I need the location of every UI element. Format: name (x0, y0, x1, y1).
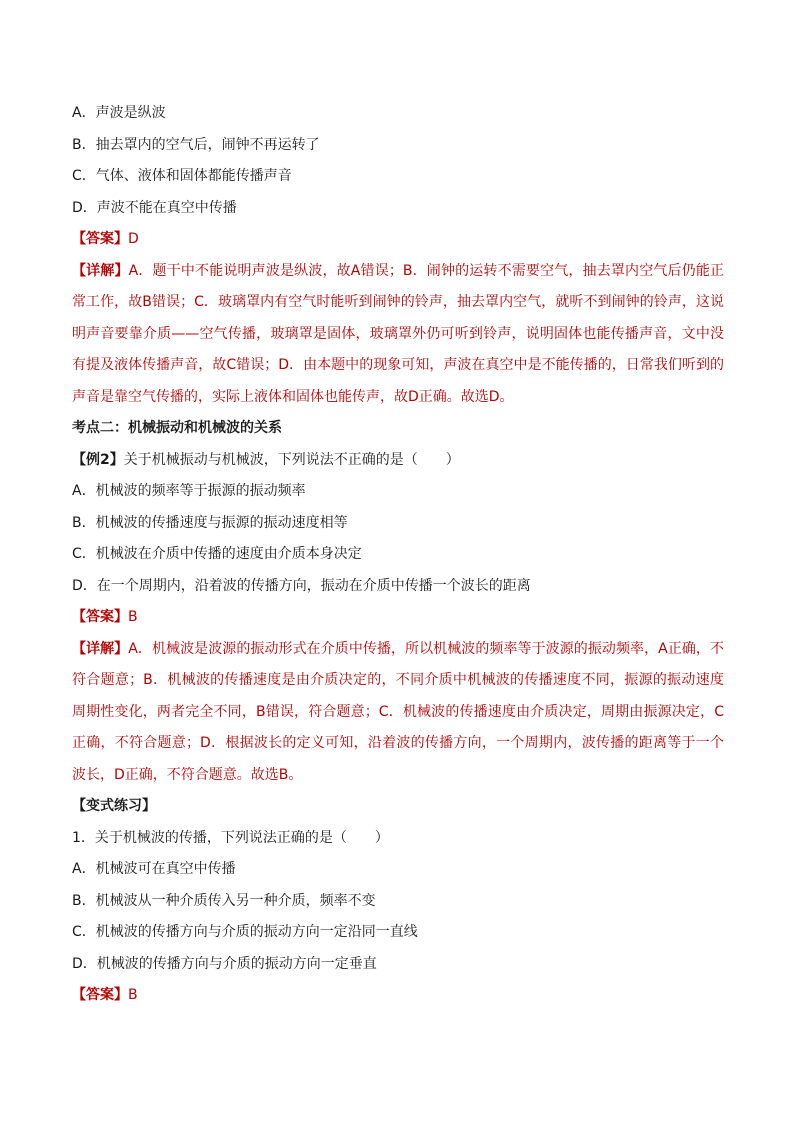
practice-option-b: B．机械波从一种介质传入另一种介质，频率不变 (72, 892, 376, 909)
answer-label: 【答案】 (72, 231, 128, 247)
q1-option-c: C．气体、液体和固体都能传播声音 (72, 168, 292, 184)
practice-stem: 1．关于机械波的传播，下列说法正确的是（ ） (72, 829, 389, 846)
example-label: 【例2】 (72, 451, 124, 468)
q1-answer (72, 224, 724, 256)
section-title: 考点二：机械振动和机械波的关系 (72, 420, 282, 436)
q1-option-b: B．抽去罩内的空气后，闹钟不再运转了 (72, 136, 320, 153)
q1-option-a: A．声波是纵波 (72, 105, 166, 121)
detail-label: 【详解】 (72, 640, 129, 657)
example2-answer (72, 602, 724, 634)
practice-title: 【变式练习】 (72, 798, 156, 814)
example-stem-text: 关于机械振动与机械波，下列说法不正确的是（ ） (123, 451, 460, 468)
answer-value: B (128, 609, 138, 625)
answer-label: 【答案】 (72, 609, 128, 625)
example2-detail (72, 634, 724, 792)
detail-label: 【详解】 (72, 262, 129, 279)
document-page (72, 98, 724, 1012)
practice-option-d: D．机械波的传播方向与介质的振动方向一定垂直 (72, 955, 377, 972)
example2-option-a: A．机械波的频率等于振源的振动频率 (72, 483, 306, 499)
practice-answer (72, 980, 724, 1012)
q1-detail (72, 256, 724, 414)
example2-option-b: B．机械波的传播速度与振源的振动速度相等 (72, 514, 348, 531)
example2-option-d: D．在一个周期内，沿着波的传播方向，振动在介质中传播一个波长的距离 (72, 577, 531, 594)
answer-value: B (128, 987, 138, 1003)
detail-text: A．机械波是波源的振动形式在介质中传播，所以机械波的频率等于波源的振动频率，A正确，不符合题意；B．机械波的传播速度是由介质决定的，不同介质中机械波的传播速度不同，振源的振动速度周期性变化，两者完全不同，B错误，符合题意；C．机械波的传播速度由介质决定，周期由振源决定，C正确，不符合题意；D．根据波长的定义可知，沿着波的传播方向，一个周期内，波传播的距离等于一个波长，D正确，不符合题意。故选B。 (72, 640, 724, 783)
example2-stem (72, 445, 724, 477)
answer-label: 【答案】 (72, 987, 128, 1003)
practice-option-c: C．机械波的传播方向与介质的振动方向一定沿同一直线 (72, 924, 418, 940)
example2-option-c: C．机械波在介质中传播的速度由介质本身决定 (72, 546, 362, 562)
answer-value: D (128, 231, 139, 247)
detail-text: A．题干中不能说明声波是纵波，故A错误；B．闹钟的运转不需要空气，抽去罩内空气后仍能正常工作，故B错误；C．玻璃罩内有空气时能听到闹钟的铃声，抽去罩内空气，就听不到闹钟的铃声，这说明声音要靠介质——空气传播，玻璃罩是固体，玻璃罩外仍可听到铃声，说明固体也能传播声音，文中没有提及液体传播声音，故C错误；D．由本题中的现象可知，声波在真空中是不能传播的，日常我们听到的声音是靠空气传播的，实际上液体和固体也能传声，故D正确。故选D。 (72, 262, 725, 405)
practice-option-a: A．机械波可在真空中传播 (72, 861, 236, 877)
q1-option-d: D．声波不能在真空中传播 (72, 199, 237, 216)
